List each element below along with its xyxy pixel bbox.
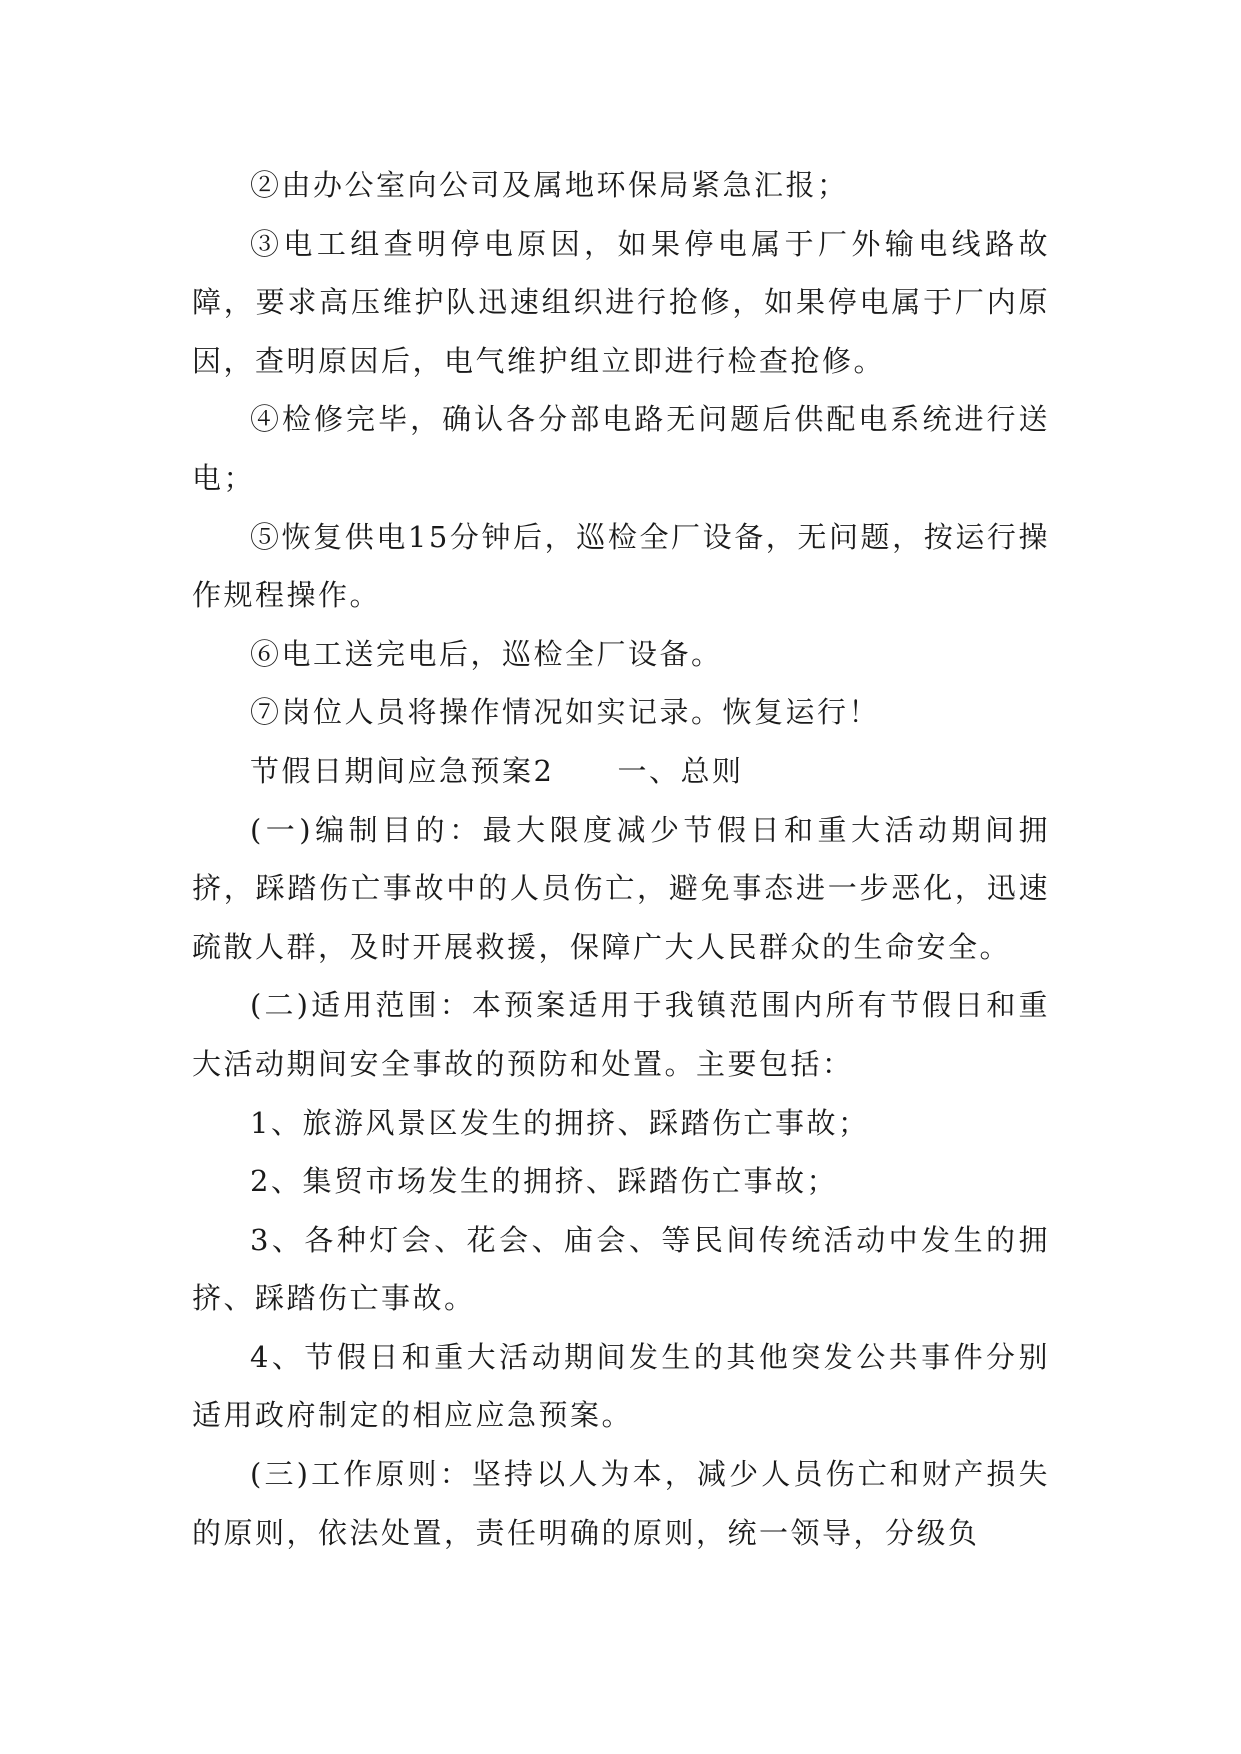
list-item-3: 3、各种灯会、花会、庙会、等民间传统活动中发生的拥挤、踩踏伤亡事故。 (192, 1222, 1050, 1316)
paragraph-principles: (三)工作原则：坚持以人为本，减少人员伤亡和财产损失的原则，依法处置，责任明确的原则，统一领导，分级负 (192, 1457, 1050, 1550)
list-item-1: 1、旅游风景区发生的拥挤、踩踏伤亡事故； (250, 1105, 870, 1140)
paragraph-step-5: ⑤恢复供电15分钟后，巡检全厂设备，无问题，按运行操作规程操作。 (192, 519, 1050, 613)
paragraph-step-6: ⑥电工送完电后，巡检全厂设备。 (250, 636, 723, 671)
paragraph-step-2: ②由办公室向公司及属地环保局紧急汇报； (250, 168, 849, 202)
list-item-2: 2、集贸市场发生的拥挤、踩踏伤亡事故； (250, 1164, 838, 1199)
section-heading: 节假日期间应急预案2 一、总则 (250, 753, 744, 788)
document-body (192, 156, 1050, 1562)
paragraph-step-4: ④检修完毕，确认各分部电路无问题后供配电系统进行送电； (192, 402, 1050, 495)
paragraph-purpose: (一)编制目的：最大限度减少节假日和重大活动期间拥挤，踩踏伤亡事故中的人员伤亡，避免事态进一步恶化，迅速疏散人群，及时开展救援，保障广大人民群众的生命安全。 (192, 812, 1050, 964)
paragraph-step-3: ③电工组查明停电原因，如果停电属于厂外输电线路故障，要求高压维护队迅速组织进行抢修，如果停电属于厂内原因，查明原因后，电气维护组立即进行检查抢修。 (192, 226, 1050, 378)
paragraph-scope: (二)适用范围：本预案适用于我镇范围内所有节假日和重大活动期间安全事故的预防和处置。主要包括： (192, 988, 1050, 1081)
paragraph-step-7: ⑦岗位人员将操作情况如实记录。恢复运行！ (250, 695, 881, 730)
list-item-4: 4、节假日和重大活动期间发生的其他突发公共事件分别适用政府制定的相应应急预案。 (192, 1339, 1050, 1433)
